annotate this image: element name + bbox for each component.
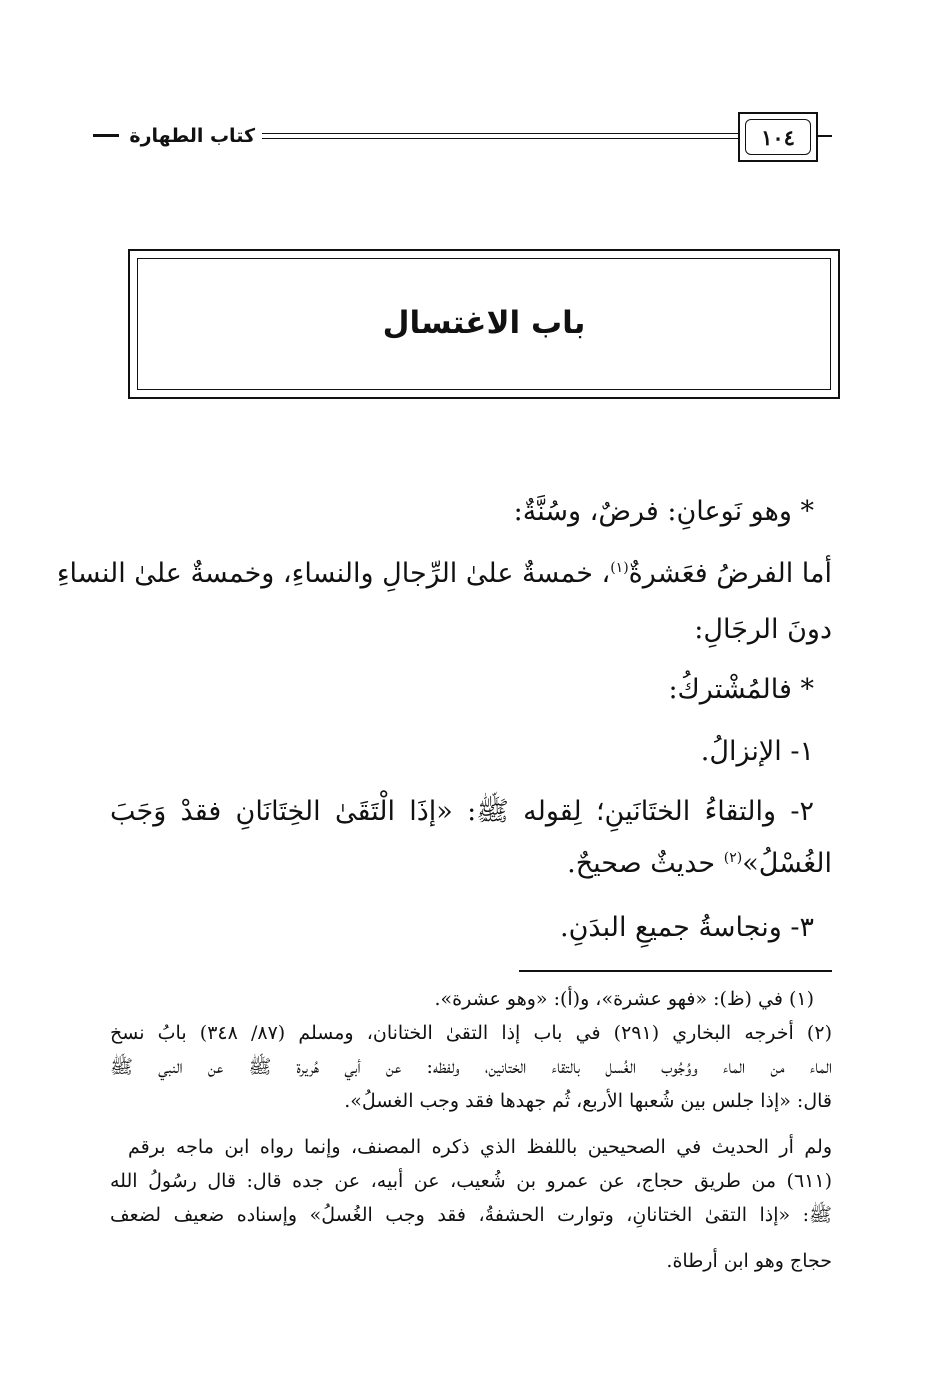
- footnote-1: (١) في (ظ): «فهو عشرة»، و(أ): «وهو عشرة».: [434, 988, 814, 1010]
- page-number: ١٠٤: [745, 119, 811, 155]
- footnote-separator: [519, 970, 832, 972]
- page-number-box: [738, 112, 818, 162]
- header-rule: [262, 133, 738, 134]
- footnote-2-line-6: ﷺ: «إذا التقىٰ الختانانِ، وتوارت الحشفةُ، فقد وجب الغُسلُ» وإسناده ضعيف لضعف: [110, 1204, 832, 1226]
- list-item-3: ٣- ونجاسةُ جميعِ البدَنِ.: [560, 912, 814, 943]
- fard-text-end: ، خمسةٌ علىٰ الرِّجالِ والنساءِ، وخمسةٌ علىٰ النساءِ: [56, 558, 611, 589]
- footnote-2-line-3: قال: «إذا جلس بين شُعبها الأربع، ثُم جهدها فقد وجب الغسلُ».: [344, 1090, 832, 1112]
- hadith-grade: حديثٌ صحيحٌ.: [567, 848, 724, 879]
- fard-text-start: أما الفرضُ فعَشرةٌ: [628, 558, 832, 589]
- footnote-2-line-2: الماء من الماء ووُجُوب الغُسل بالتقاء الختانين، ولفظه: عن أبي هُريرة ﷺ عن النبي ﷺ: [110, 1056, 832, 1078]
- footnote-ref-1: (١): [610, 560, 629, 576]
- footnote-2-line-1: (٢) أخرجه البخاري (٢٩١) في باب إذا التقىٰ الختانان، ومسلم (٨٧/ ٣٤٨) بابُ نسخ: [110, 1022, 832, 1044]
- hadith-end: الغُسْلُ»: [742, 848, 832, 879]
- chapter-title-frame: [128, 249, 840, 399]
- header-dash: [93, 134, 119, 137]
- list-item-1: ١- الإنزالُ.: [700, 736, 814, 767]
- footnote-ref-2: (٢): [723, 850, 743, 866]
- chapter-title: باب الاغتسال: [382, 305, 586, 341]
- header-rule-right: [818, 135, 832, 137]
- book-title: كتاب الطهارة: [129, 125, 255, 147]
- header-rule: [262, 138, 738, 139]
- footnote-2-line-4: ولم أر الحديث في الصحيحين باللفظ الذي ذكره المصنف، وإنما رواه ابن ماجه برقم: [128, 1136, 833, 1158]
- footnote-2-line-7: حجاج وهو ابن أرطاة.: [666, 1250, 832, 1272]
- chapter-title-inner-frame: [137, 258, 831, 390]
- list-item-2-line-2: [567, 842, 832, 886]
- fard-line-1: [56, 552, 832, 596]
- intro-line: * وهو نَوعانِ: فرضٌ، وسُنَّةٌ:: [513, 496, 814, 527]
- footnote-2-line-5: (٦١١) من طريق حجاج، عن عمرو بن شُعيب، عن أبيه، عن جده قال: قال رسُولُ الله: [110, 1170, 832, 1192]
- shared-heading: * فالمُشْتركُ:: [668, 674, 814, 705]
- list-item-2-line-1: ٢- والتقاءُ الختَانَينِ؛ لِقوله ﷺ: «إذَا الْتَقَىٰ الخِتَانَانِ فقدْ وَجَبَ: [110, 796, 814, 827]
- fard-line-2: دونَ الرجَالِ:: [694, 614, 832, 645]
